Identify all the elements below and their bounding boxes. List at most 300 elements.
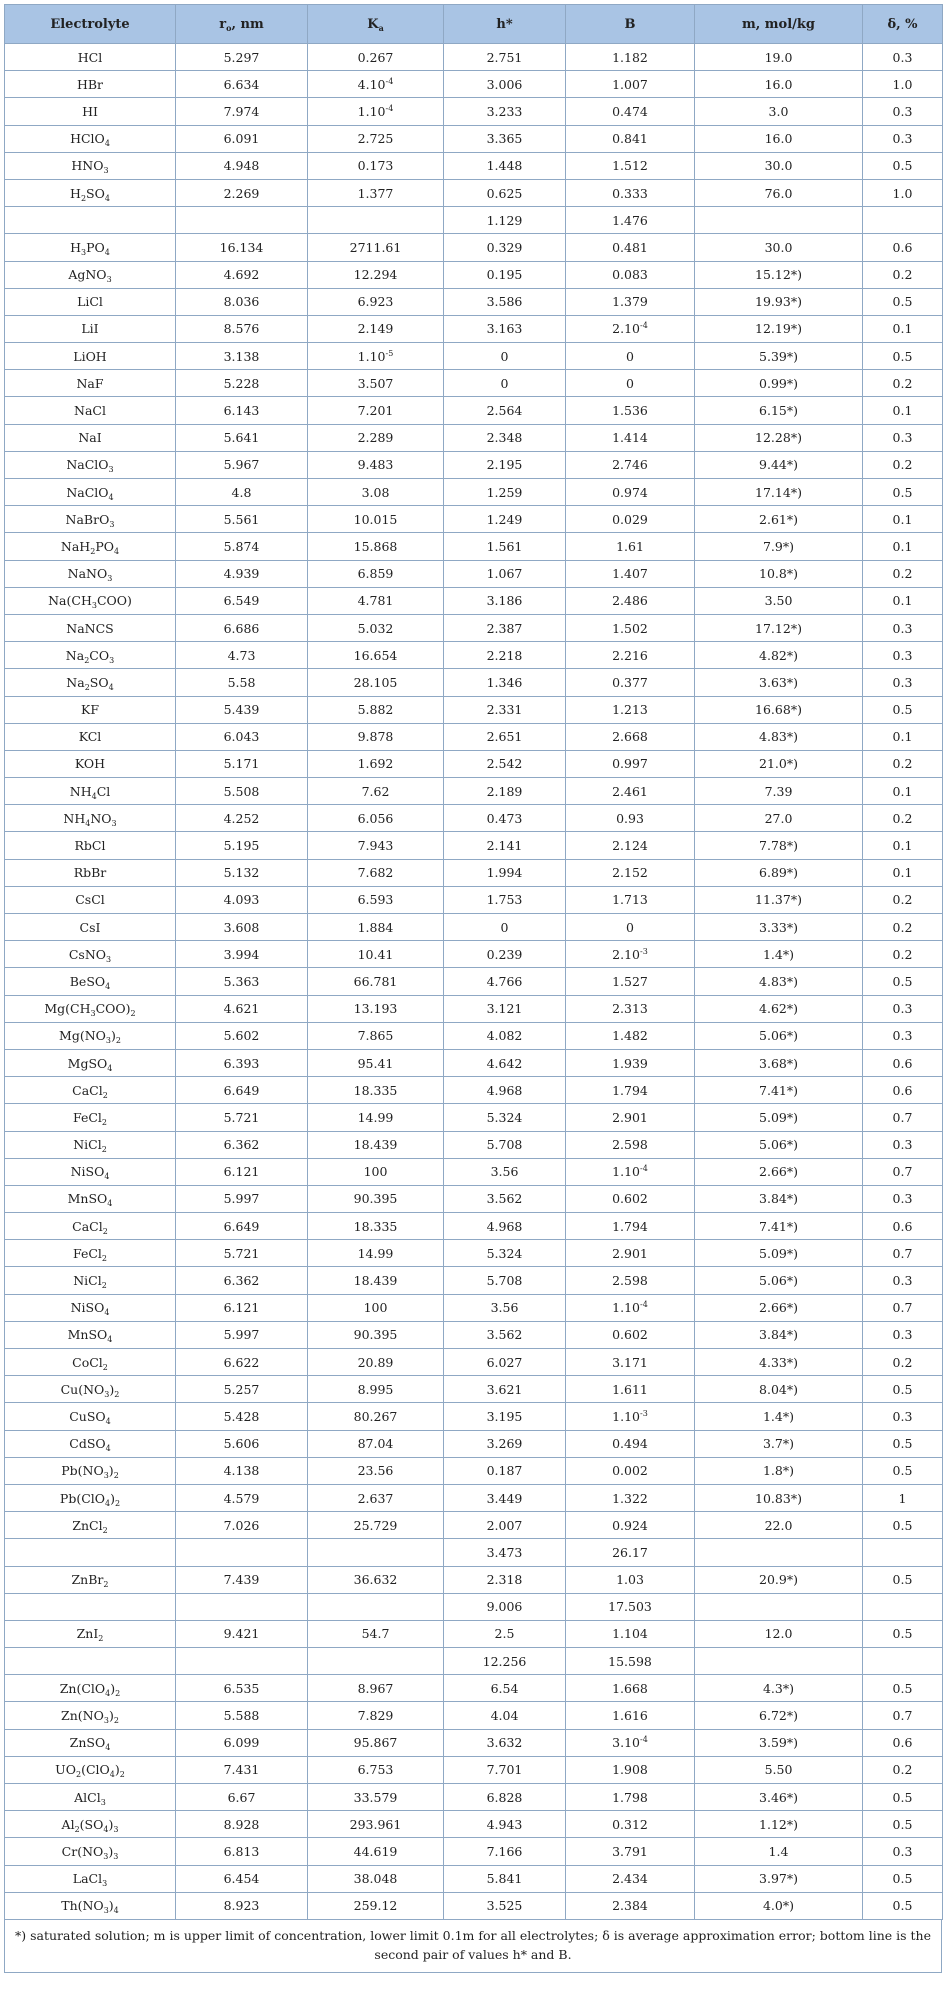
cell-h: 3.56 <box>444 1158 566 1185</box>
table-row <box>5 71 943 98</box>
cell-h: 6.828 <box>444 1784 566 1811</box>
table-row <box>5 1838 943 1865</box>
cell-ka: 9.483 <box>308 451 444 478</box>
table-row <box>5 1049 943 1076</box>
cell-b: 2.152 <box>566 859 695 886</box>
cell-electrolyte: $Mg(NO_3)_2$ <box>5 1022 176 1049</box>
cell-ka: 2.637 <box>308 1484 444 1511</box>
cell-radius: 5.641 <box>176 424 308 451</box>
cell-m: 17.12*) <box>695 614 863 641</box>
cell-h: 4.943 <box>444 1811 566 1838</box>
cell-m: 3.7*) <box>695 1430 863 1457</box>
cell-radius: 8.036 <box>176 288 308 315</box>
cell-delta: 0.5 <box>863 288 943 315</box>
cell-ka: 259.12 <box>308 1892 444 1919</box>
cell-electrolyte: $Pb(ClO_4)_2$ <box>5 1484 176 1511</box>
cell-b: 3.791 <box>566 1838 695 1865</box>
cell-delta: 0.2 <box>863 914 943 941</box>
cell-radius: 4.252 <box>176 805 308 832</box>
cell-electrolyte <box>5 1539 176 1566</box>
table-row <box>5 125 943 152</box>
cell-electrolyte: HClO$_4$ <box>5 125 176 152</box>
table-row <box>5 1403 943 1430</box>
cell-b: 1.61 <box>566 533 695 560</box>
cell-h: 4.642 <box>444 1049 566 1076</box>
cell-delta: 1 <box>863 1484 943 1511</box>
cell-ka: 18.439 <box>308 1131 444 1158</box>
header-m: m, mol/kg <box>695 5 863 44</box>
cell-radius: 6.67 <box>176 1784 308 1811</box>
table-row <box>5 1811 943 1838</box>
cell-ka: 7.865 <box>308 1022 444 1049</box>
cell-m: 3.50 <box>695 587 863 614</box>
table-row <box>5 1784 943 1811</box>
cell-ka: 28.105 <box>308 669 444 696</box>
cell-m: 17.14*) <box>695 479 863 506</box>
cell-h: 4.04 <box>444 1702 566 1729</box>
cell-b: 2.313 <box>566 995 695 1022</box>
cell-electrolyte: LiOH <box>5 343 176 370</box>
cell-delta: 0.5 <box>863 1784 943 1811</box>
cell-b: 1.182 <box>566 44 695 71</box>
cell-b: 0 <box>566 370 695 397</box>
cell-h: 2.564 <box>444 397 566 424</box>
table-row <box>5 98 943 125</box>
cell-b: 1.668 <box>566 1675 695 1702</box>
cell-radius: 5.297 <box>176 44 308 71</box>
cell-h: 5.324 <box>444 1104 566 1131</box>
cell-electrolyte: CaCl$_2$ <box>5 1077 176 1104</box>
cell-electrolyte: LiI <box>5 315 176 342</box>
cell-b: 2.598 <box>566 1131 695 1158</box>
cell-h: 2.387 <box>444 614 566 641</box>
cell-b: $1.10^{-4}$ <box>566 1158 695 1185</box>
cell-b: 1.939 <box>566 1049 695 1076</box>
cell-ka: 87.04 <box>308 1430 444 1457</box>
cell-radius: 6.043 <box>176 723 308 750</box>
cell-radius: 7.026 <box>176 1512 308 1539</box>
cell-ka: 23.56 <box>308 1457 444 1484</box>
cell-b: 1.908 <box>566 1756 695 1783</box>
cell-b: 0.974 <box>566 479 695 506</box>
cell-radius: 5.997 <box>176 1185 308 1212</box>
cell-radius: 6.362 <box>176 1267 308 1294</box>
cell-m: 19.0 <box>695 44 863 71</box>
cell-electrolyte: NaF <box>5 370 176 397</box>
table-row <box>5 1185 943 1212</box>
table-row <box>5 859 943 886</box>
cell-delta: 0.3 <box>863 1267 943 1294</box>
cell-delta: 0.2 <box>863 370 943 397</box>
cell-radius: 6.813 <box>176 1838 308 1865</box>
cell-ka: 66.781 <box>308 968 444 995</box>
cell-m: 22.0 <box>695 1512 863 1539</box>
cell-delta: 0.3 <box>863 1022 943 1049</box>
cell-electrolyte: FeCl$_2$ <box>5 1104 176 1131</box>
cell-b: 2.434 <box>566 1865 695 1892</box>
table-row <box>5 315 943 342</box>
cell-ka: 100 <box>308 1158 444 1185</box>
cell-h: 1.346 <box>444 669 566 696</box>
cell-m: 1.12*) <box>695 1811 863 1838</box>
cell-radius: 6.121 <box>176 1294 308 1321</box>
table-row <box>5 1294 943 1321</box>
cell-delta: 0.3 <box>863 614 943 641</box>
cell-b: 0 <box>566 343 695 370</box>
cell-b: 1.104 <box>566 1620 695 1647</box>
cell-h: 4.766 <box>444 968 566 995</box>
cell-h: 3.186 <box>444 587 566 614</box>
cell-delta: 0.3 <box>863 669 943 696</box>
cell-b: 1.03 <box>566 1566 695 1593</box>
cell-b: 2.598 <box>566 1267 695 1294</box>
table-row <box>5 1376 943 1403</box>
cell-m: 7.41*) <box>695 1077 863 1104</box>
cell-radius: 5.721 <box>176 1104 308 1131</box>
cell-radius: 5.588 <box>176 1702 308 1729</box>
cell-electrolyte: $Cu(NO_3)_2$ <box>5 1376 176 1403</box>
cell-electrolyte: NiSO$_4$ <box>5 1294 176 1321</box>
cell-delta: 0.5 <box>863 1376 943 1403</box>
cell-m: 20.9*) <box>695 1566 863 1593</box>
cell-ka: 14.99 <box>308 1104 444 1131</box>
cell-h: 3.632 <box>444 1729 566 1756</box>
cell-m: 15.12*) <box>695 261 863 288</box>
table-row <box>5 941 943 968</box>
cell-m: 3.84*) <box>695 1185 863 1212</box>
cell-ka: 0.267 <box>308 44 444 71</box>
cell-electrolyte: KCl <box>5 723 176 750</box>
cell-radius: 5.58 <box>176 669 308 696</box>
cell-delta: 0.5 <box>863 1512 943 1539</box>
cell-ka: 2.725 <box>308 125 444 152</box>
cell-h: 0 <box>444 343 566 370</box>
cell-b: $2.10^{-4}$ <box>566 315 695 342</box>
cell-radius: 8.923 <box>176 1892 308 1919</box>
cell-radius: 4.093 <box>176 886 308 913</box>
cell-ka: 13.193 <box>308 995 444 1022</box>
table-row <box>5 1349 943 1376</box>
table-row <box>5 696 943 723</box>
cell-h: 2.007 <box>444 1512 566 1539</box>
table-row <box>5 397 943 424</box>
cell-electrolyte: $Th(NO_3)_4$ <box>5 1892 176 1919</box>
table-row <box>5 1593 943 1620</box>
cell-m: 4.0*) <box>695 1892 863 1919</box>
cell-m: 4.82*) <box>695 642 863 669</box>
cell-ka: 36.632 <box>308 1566 444 1593</box>
cell-b: 2.746 <box>566 451 695 478</box>
cell-b: 2.124 <box>566 832 695 859</box>
cell-radius: 5.428 <box>176 1403 308 1430</box>
cell-electrolyte: $Na(CH_3COO)$ <box>5 587 176 614</box>
cell-delta: 0.3 <box>863 1838 943 1865</box>
cell-delta: 0.6 <box>863 1213 943 1240</box>
cell-ka: 2.289 <box>308 424 444 451</box>
cell-radius: 5.967 <box>176 451 308 478</box>
table-row <box>5 533 943 560</box>
cell-b: 1.512 <box>566 152 695 179</box>
cell-h: 2.318 <box>444 1566 566 1593</box>
cell-b: 1.527 <box>566 968 695 995</box>
cell-electrolyte: CoCl$_2$ <box>5 1349 176 1376</box>
cell-ka: 7.682 <box>308 859 444 886</box>
cell-delta: 0.2 <box>863 805 943 832</box>
table-row <box>5 1158 943 1185</box>
cell-delta <box>863 1539 943 1566</box>
cell-delta: 0.5 <box>863 1430 943 1457</box>
cell-ka: 18.439 <box>308 1267 444 1294</box>
cell-radius: 6.099 <box>176 1729 308 1756</box>
cell-b: 2.901 <box>566 1104 695 1131</box>
cell-m: 27.0 <box>695 805 863 832</box>
table-row <box>5 207 943 234</box>
table-row <box>5 44 943 71</box>
cell-h: 3.562 <box>444 1185 566 1212</box>
cell-m: 1.4*) <box>695 1403 863 1430</box>
cell-b: 0.924 <box>566 1512 695 1539</box>
cell-delta: 0.2 <box>863 1349 943 1376</box>
table-body <box>5 44 943 1920</box>
cell-radius: 3.608 <box>176 914 308 941</box>
cell-electrolyte: MgSO$_4$ <box>5 1049 176 1076</box>
cell-radius: 6.649 <box>176 1213 308 1240</box>
cell-m: 4.83*) <box>695 968 863 995</box>
cell-radius: 5.132 <box>176 859 308 886</box>
cell-ka: 7.829 <box>308 1702 444 1729</box>
cell-b: 3.171 <box>566 1349 695 1376</box>
cell-radius: 6.143 <box>176 397 308 424</box>
cell-electrolyte: $NH_4Cl$ <box>5 778 176 805</box>
cell-m: 3.59*) <box>695 1729 863 1756</box>
table-row <box>5 234 943 261</box>
cell-ka: $1.10^{-5}$ <box>308 343 444 370</box>
cell-ka: 20.89 <box>308 1349 444 1376</box>
cell-electrolyte: NiCl$_2$ <box>5 1267 176 1294</box>
footnote: *) saturated solution; m is upper limit of concentration, lower limit 0.1m for all electrolytes; δ is average approximation error; bottom line is the second pair of values h* and B. <box>4 1920 942 1973</box>
cell-h: 1.448 <box>444 152 566 179</box>
cell-ka: 7.201 <box>308 397 444 424</box>
cell-ka: 18.335 <box>308 1077 444 1104</box>
cell-electrolyte: AgNO$_3$ <box>5 261 176 288</box>
cell-m: 10.8*) <box>695 560 863 587</box>
table-row <box>5 1620 943 1647</box>
cell-delta: 0.3 <box>863 1185 943 1212</box>
cell-b: $3.10^{-4}$ <box>566 1729 695 1756</box>
cell-b: 0 <box>566 914 695 941</box>
cell-h: 3.233 <box>444 98 566 125</box>
cell-b: 1.213 <box>566 696 695 723</box>
cell-h: 7.701 <box>444 1756 566 1783</box>
cell-b: 0.481 <box>566 234 695 261</box>
cell-electrolyte: $Na_2CO_3$ <box>5 642 176 669</box>
cell-electrolyte: MnSO$_4$ <box>5 1321 176 1348</box>
header-radius: $r_o$, nm <box>176 5 308 44</box>
cell-radius <box>176 1648 308 1675</box>
table-row <box>5 261 943 288</box>
cell-ka: 7.943 <box>308 832 444 859</box>
cell-radius: 5.228 <box>176 370 308 397</box>
table-row <box>5 451 943 478</box>
cell-radius: 6.549 <box>176 587 308 614</box>
cell-delta: 0.2 <box>863 261 943 288</box>
cell-radius: 5.257 <box>176 1376 308 1403</box>
table-row <box>5 1702 943 1729</box>
cell-ka: 8.967 <box>308 1675 444 1702</box>
cell-radius: 4.73 <box>176 642 308 669</box>
cell-m: 7.39 <box>695 778 863 805</box>
cell-m: 3.97*) <box>695 1865 863 1892</box>
cell-b: 1.476 <box>566 207 695 234</box>
cell-h: 12.256 <box>444 1648 566 1675</box>
cell-electrolyte: NaClO$_4$ <box>5 479 176 506</box>
cell-ka: 95.41 <box>308 1049 444 1076</box>
table-row <box>5 343 943 370</box>
cell-h: 2.195 <box>444 451 566 478</box>
cell-h: 4.968 <box>444 1213 566 1240</box>
cell-delta: 0.5 <box>863 968 943 995</box>
cell-ka: 14.99 <box>308 1240 444 1267</box>
cell-delta: 0.6 <box>863 234 943 261</box>
cell-delta: 0.5 <box>863 1865 943 1892</box>
cell-b: 0.841 <box>566 125 695 152</box>
table-row <box>5 1213 943 1240</box>
cell-m <box>695 1593 863 1620</box>
cell-radius: 4.948 <box>176 152 308 179</box>
table-row <box>5 995 943 1022</box>
table-row <box>5 1131 943 1158</box>
table-row <box>5 1484 943 1511</box>
cell-b: 0.029 <box>566 506 695 533</box>
cell-electrolyte: NiSO$_4$ <box>5 1158 176 1185</box>
cell-h: 1.249 <box>444 506 566 533</box>
cell-h: 5.708 <box>444 1131 566 1158</box>
cell-m: 11.37*) <box>695 886 863 913</box>
cell-electrolyte: KOH <box>5 750 176 777</box>
cell-b: 1.611 <box>566 1376 695 1403</box>
cell-delta: 0.3 <box>863 642 943 669</box>
cell-m <box>695 1539 863 1566</box>
table-row <box>5 1267 943 1294</box>
cell-h: 3.449 <box>444 1484 566 1511</box>
cell-radius: 6.634 <box>176 71 308 98</box>
cell-h: 3.006 <box>444 71 566 98</box>
cell-m: 7.9*) <box>695 533 863 560</box>
cell-ka: 6.753 <box>308 1756 444 1783</box>
cell-delta: 0.6 <box>863 1077 943 1104</box>
cell-delta: 0.5 <box>863 1620 943 1647</box>
cell-b: 0.002 <box>566 1457 695 1484</box>
cell-delta: 0.3 <box>863 1131 943 1158</box>
table-row <box>5 560 943 587</box>
cell-radius: 2.269 <box>176 179 308 206</box>
cell-delta: 0.2 <box>863 451 943 478</box>
cell-m: 4.62*) <box>695 995 863 1022</box>
cell-electrolyte: RbBr <box>5 859 176 886</box>
cell-radius: 5.997 <box>176 1321 308 1348</box>
cell-electrolyte: $UO_2(ClO_4)_2$ <box>5 1756 176 1783</box>
cell-electrolyte: $HNO_3$ <box>5 152 176 179</box>
cell-m: 8.04*) <box>695 1376 863 1403</box>
cell-radius: 6.649 <box>176 1077 308 1104</box>
cell-h: 0 <box>444 370 566 397</box>
cell-delta: 0.5 <box>863 479 943 506</box>
cell-h: 6.027 <box>444 1349 566 1376</box>
cell-b: 0.377 <box>566 669 695 696</box>
cell-delta: 0.5 <box>863 696 943 723</box>
cell-delta: 0.7 <box>863 1702 943 1729</box>
cell-h: 1.994 <box>444 859 566 886</box>
cell-radius: 6.454 <box>176 1865 308 1892</box>
cell-radius: 7.439 <box>176 1566 308 1593</box>
cell-h: 3.195 <box>444 1403 566 1430</box>
table-row <box>5 1675 943 1702</box>
cell-radius: 5.508 <box>176 778 308 805</box>
table-row <box>5 1240 943 1267</box>
header-delta: δ, % <box>863 5 943 44</box>
cell-electrolyte: NaClO$_3$ <box>5 451 176 478</box>
cell-m: 3.63*) <box>695 669 863 696</box>
cell-ka: 18.335 <box>308 1213 444 1240</box>
cell-m: 7.78*) <box>695 832 863 859</box>
cell-h: 0.473 <box>444 805 566 832</box>
cell-ka: 10.41 <box>308 941 444 968</box>
cell-ka <box>308 1539 444 1566</box>
cell-radius: 5.363 <box>176 968 308 995</box>
cell-electrolyte: RbCl <box>5 832 176 859</box>
cell-radius: 6.622 <box>176 1349 308 1376</box>
cell-ka: $1.10^{-4}$ <box>308 98 444 125</box>
cell-ka: 2.149 <box>308 315 444 342</box>
cell-h: 2.5 <box>444 1620 566 1647</box>
cell-electrolyte: MnSO$_4$ <box>5 1185 176 1212</box>
cell-radius: 5.439 <box>176 696 308 723</box>
cell-h: 0.625 <box>444 179 566 206</box>
cell-h: 3.365 <box>444 125 566 152</box>
cell-radius: 6.535 <box>176 1675 308 1702</box>
cell-ka: 293.961 <box>308 1811 444 1838</box>
cell-ka: 1.377 <box>308 179 444 206</box>
cell-delta: 0.1 <box>863 778 943 805</box>
cell-electrolyte: ZnBr$_2$ <box>5 1566 176 1593</box>
table-row <box>5 587 943 614</box>
cell-radius: 3.138 <box>176 343 308 370</box>
cell-electrolyte <box>5 207 176 234</box>
cell-b: 1.794 <box>566 1213 695 1240</box>
cell-m: 5.09*) <box>695 1240 863 1267</box>
table-row <box>5 805 943 832</box>
cell-b: 1.414 <box>566 424 695 451</box>
cell-radius: 5.195 <box>176 832 308 859</box>
cell-m: 6.89*) <box>695 859 863 886</box>
table-row <box>5 1077 943 1104</box>
cell-electrolyte: NaBrO$_3$ <box>5 506 176 533</box>
table-row <box>5 370 943 397</box>
cell-delta: 0.1 <box>863 397 943 424</box>
cell-b: 0.083 <box>566 261 695 288</box>
cell-m: 5.39*) <box>695 343 863 370</box>
cell-h: 3.473 <box>444 1539 566 1566</box>
cell-m: 5.06*) <box>695 1022 863 1049</box>
table-row <box>5 1729 943 1756</box>
cell-b: 0.474 <box>566 98 695 125</box>
header-h: h* <box>444 5 566 44</box>
cell-b: 1.407 <box>566 560 695 587</box>
cell-b: 0.494 <box>566 1430 695 1457</box>
cell-m: 6.15*) <box>695 397 863 424</box>
cell-radius: 4.621 <box>176 995 308 1022</box>
cell-b: 2.216 <box>566 642 695 669</box>
